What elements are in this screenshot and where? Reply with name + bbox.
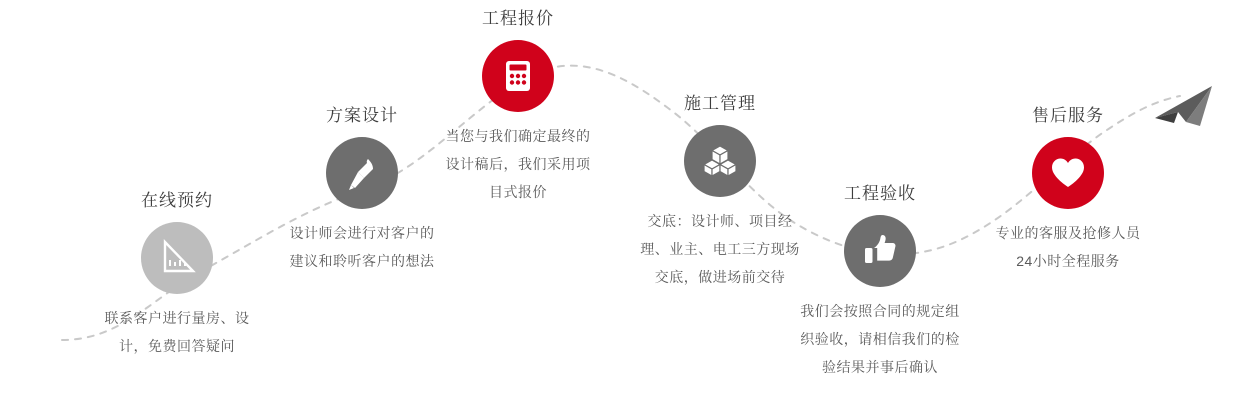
step-description: 专业的客服及抢修人员24小时全程服务 <box>995 225 1141 270</box>
step-description: 我们会按照合同的规定组织验收，请相信我们的检验结果并事后确认 <box>800 303 960 376</box>
calculator-icon <box>482 40 554 112</box>
step-title: 方案设计 <box>326 106 398 125</box>
step-title: 售后服务 <box>1032 106 1104 125</box>
ruler-icon <box>141 222 213 294</box>
pen-icon <box>326 137 398 209</box>
step-title: 工程验收 <box>844 184 916 203</box>
step-description: 当您与我们确定最终的设计稿后，我们采用项目式报价 <box>445 128 591 201</box>
boxes-icon <box>684 125 756 197</box>
step-title: 施工管理 <box>684 94 756 113</box>
process-step-online-booking <box>92 190 262 360</box>
process-step-project-acceptance <box>795 183 965 381</box>
step-title: 在线预约 <box>141 191 213 210</box>
heart-icon <box>1032 137 1104 209</box>
process-step-project-quotation <box>433 8 603 206</box>
process-step-construction-management <box>635 93 805 291</box>
thumbs-up-icon <box>844 215 916 287</box>
step-description: 联系客户进行量房、设计，免费回答疑问 <box>104 310 250 355</box>
step-description: 设计师会进行对客户的建议和聆听客户的想法 <box>289 225 435 270</box>
step-title: 工程报价 <box>482 9 554 28</box>
process-step-scheme-design <box>277 105 447 275</box>
step-description: 交底：设计师、项目经理、业主、电工三方现场交底，做进场前交待 <box>640 213 800 286</box>
paper-plane-arrow-icon <box>1155 86 1212 126</box>
process-step-after-sales-service <box>983 105 1153 275</box>
